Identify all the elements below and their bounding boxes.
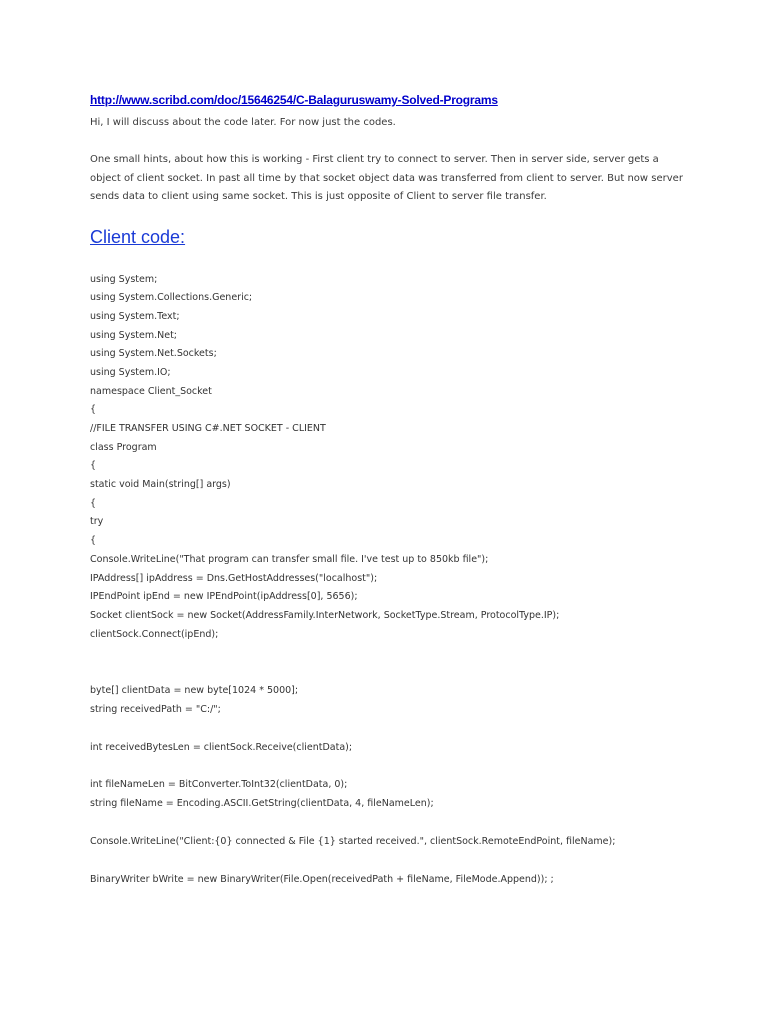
code-line: int fileNameLen = BitConverter.ToInt32(clientData, 0); (90, 779, 348, 790)
code-line: string receivedPath = "C:/"; (90, 704, 221, 715)
code-line: { (90, 498, 97, 509)
code-line: IPEndPoint ipEnd = new IPEndPoint(ipAddress[0], 5656); (90, 591, 358, 602)
scribd-link[interactable]: http://www.scribd.com/doc/15646254/C-Balaguruswamy-Solved-Programs (90, 93, 498, 107)
code-line: int receivedBytesLen = clientSock.Receive(clientData); (90, 742, 353, 753)
code-line: using System.Collections.Generic; (90, 292, 253, 303)
code-line: byte[] clientData = new byte[1024 * 5000]; (90, 685, 299, 696)
code-line: IPAddress[] ipAddress = Dns.GetHostAddresses("localhost"); (90, 573, 378, 584)
code-line: Console.WriteLine("Client:{0} connected & File {1} started received.", clientSock.RemoteEndPoint, fileName); (90, 836, 616, 847)
code-line: string fileName = Encoding.ASCII.GetString(clientData, 4, fileNameLen); (90, 798, 434, 809)
code-line: using System.Text; (90, 311, 180, 322)
code-line: clientSock.Connect(ipEnd); (90, 629, 219, 640)
code-line: { (90, 460, 97, 471)
code-line: { (90, 535, 97, 546)
code-line: using System.IO; (90, 367, 171, 378)
intro-text: Hi, I will discuss about the code later. For now just the codes. (90, 117, 396, 128)
code-line: Console.WriteLine("That program can transfer small file. I've test up to 850kb file"); (90, 554, 489, 565)
code-line: using System; (90, 274, 158, 285)
code-line: static void Main(string[] args) (90, 479, 231, 490)
client-code-heading: Client code: (90, 227, 186, 247)
paragraph-line-2: object of client socket. In past all time by that socket object data was transferred from client to server. But now server (90, 173, 683, 184)
code-line: using System.Net.Sockets; (90, 348, 217, 359)
paragraph-line-1: One small hints, about how this is working - First client try to connect to server. Then in server side, server gets a (90, 154, 659, 165)
code-line: //FILE TRANSFER USING C#.NET SOCKET - CLIENT (90, 423, 326, 434)
code-line: { (90, 404, 97, 415)
code-line: class Program (90, 442, 157, 453)
code-line: try (90, 516, 104, 527)
code-line: Socket clientSock = new Socket(AddressFamily.InterNetwork, SocketType.Stream, ProtocolType.IP); (90, 610, 560, 621)
code-line: BinaryWriter bWrite = new BinaryWriter(File.Open(receivedPath + fileName, FileMode.Append)); ; (90, 874, 554, 885)
code-line: using System.Net; (90, 330, 178, 341)
code-line: namespace Client_Socket (90, 386, 212, 397)
paragraph-line-3: sends data to client using same socket. This is just opposite of Client to server file transfer. (90, 191, 547, 202)
